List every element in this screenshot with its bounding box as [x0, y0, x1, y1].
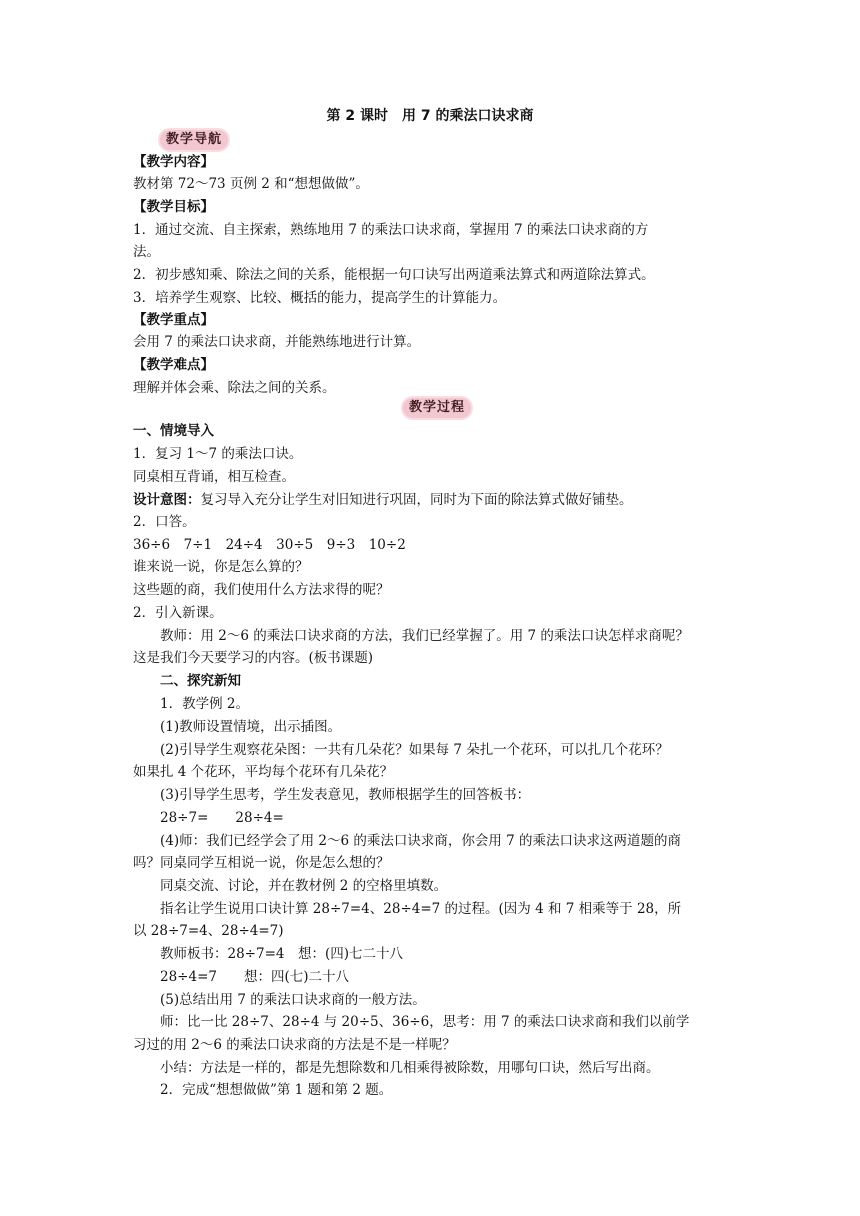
heading-situation-intro: 一、情境导入 — [133, 423, 214, 439]
text-p2-7: 同桌交流、讨论，并在教材例 2 的空格里填数。 — [160, 878, 448, 894]
text-key-point: 会用 7 的乘法口诀求商，并能熟练地进行计算。 — [133, 334, 421, 350]
text-p1-9b: 这是我们今天要学习的内容。(板书课题) — [133, 650, 374, 666]
text-p2-4: (3)引导学生思考，学生发表意见，教师根据学生的回答板书： — [160, 787, 531, 803]
heading-key-point: 【教学重点】 — [133, 312, 214, 328]
text-teaching-content: 教材第 72～73 页例 2 和“想想做做”。 — [133, 176, 369, 192]
text-p2-8a: 指名让学生说用口诀计算 28÷7=4、28÷4=7 的过程。(因为 4 和 7 相乘等于 28，所 — [160, 901, 682, 917]
text-goal-1b: 法。 — [133, 244, 160, 260]
text-goal-1a: 1．通过交流、自主探索，熟练地用 7 的乘法口诀求商，掌握用 7 的乘法口诀求商的方 — [133, 222, 649, 238]
text-p2-3a: (2)引导学生观察花朵图：一共有几朵花？如果每 7 朵扎一个花环，可以扎几个花环？ — [160, 742, 669, 758]
text-p1-2: 同桌相互背诵，相互检查。 — [133, 469, 295, 485]
text-p2-6b: 吗？同桌同学互相说一说，你是怎么想的？ — [133, 855, 390, 871]
text-p2-5: 28÷7= 28÷4= — [160, 810, 284, 826]
section-banner-teaching-process: 教学过程 — [403, 398, 471, 418]
text-p2-11: (5)总结出用 7 的乘法口诀求商的一般方法。 — [160, 992, 426, 1008]
text-oral-problems: 36÷6 7÷1 24÷4 30÷5 9÷3 10÷2 — [133, 537, 406, 553]
text-p2-13: 小结：方法是一样的，都是先想除数和几相乘得被除数，用哪句口诀，然后写出商。 — [160, 1060, 660, 1076]
text-p2-8b: 以 28÷7=4、28÷4=7) — [133, 923, 284, 939]
text-p1-9a: 教师：用 2～6 的乘法口诀求商的方法，我们已经掌握了。用 7 的乘法口诀怎样求商呢？ — [160, 628, 689, 644]
heading-explore-new: 二、探究新知 — [160, 673, 241, 689]
design-intent-label: 设计意图： — [133, 492, 201, 508]
heading-teaching-content: 【教学内容】 — [133, 154, 214, 170]
page-title: 第 2 课时 用 7 的乘法口诀求商 — [326, 108, 534, 124]
text-p1-4: 2．口答。 — [133, 514, 196, 530]
text-design-intent — [133, 490, 633, 510]
heading-teaching-goals: 【教学目标】 — [133, 199, 214, 215]
text-p2-1: 1．教学例 2。 — [160, 696, 249, 712]
heading-difficulty: 【教学难点】 — [133, 357, 214, 373]
text-p2-14: 2．完成“想想做做”第 1 题和第 2 题。 — [160, 1082, 393, 1098]
text-goal-2: 2．初步感知乘、除法之间的关系，能根据一句口诀写出两道乘法算式和两道除法算式。 — [133, 267, 655, 283]
text-p2-6a: (4)师：我们已经学会了用 2～6 的乘法口诀求商，你会用 7 的乘法口诀求这两道题的商 — [160, 833, 682, 849]
text-p2-10: 28÷4=7 想：四(七)二十八 — [160, 969, 350, 985]
text-p2-3b: 如果扎 4 个花环，平均每个花环有几朵花？ — [133, 764, 394, 780]
text-p2-2: (1)教师设置情境，出示插图。 — [160, 719, 342, 735]
text-p2-12a: 师：比一比 28÷7、28÷4 与 20÷5、36÷6，思考：用 7 的乘法口诀求商和我们以前学 — [160, 1014, 690, 1030]
text-p1-1: 1．复习 1～7 的乘法口诀。 — [133, 446, 303, 462]
design-intent-text: 复习导入充分让学生对旧知进行巩固，同时为下面的除法算式做好铺垫。 — [200, 492, 633, 508]
section-banner-teaching-nav: 教学导航 — [160, 130, 228, 150]
text-p1-8: 2．引入新课。 — [133, 605, 223, 621]
text-p2-12b: 习过的用 2～6 的乘法口诀求商的方法是不是一样呢？ — [133, 1037, 456, 1053]
text-goal-3: 3．培养学生观察、比较、概括的能力，提高学生的计算能力。 — [133, 290, 507, 306]
text-p1-6: 谁来说一说，你是怎么算的？ — [133, 559, 309, 575]
text-p1-7: 这些题的商，我们使用什么方法求得的呢？ — [133, 582, 390, 598]
text-difficulty: 理解并体会乘、除法之间的关系。 — [133, 380, 336, 396]
text-p2-9: 教师板书：28÷7=4 想：(四)七二十八 — [160, 946, 404, 962]
